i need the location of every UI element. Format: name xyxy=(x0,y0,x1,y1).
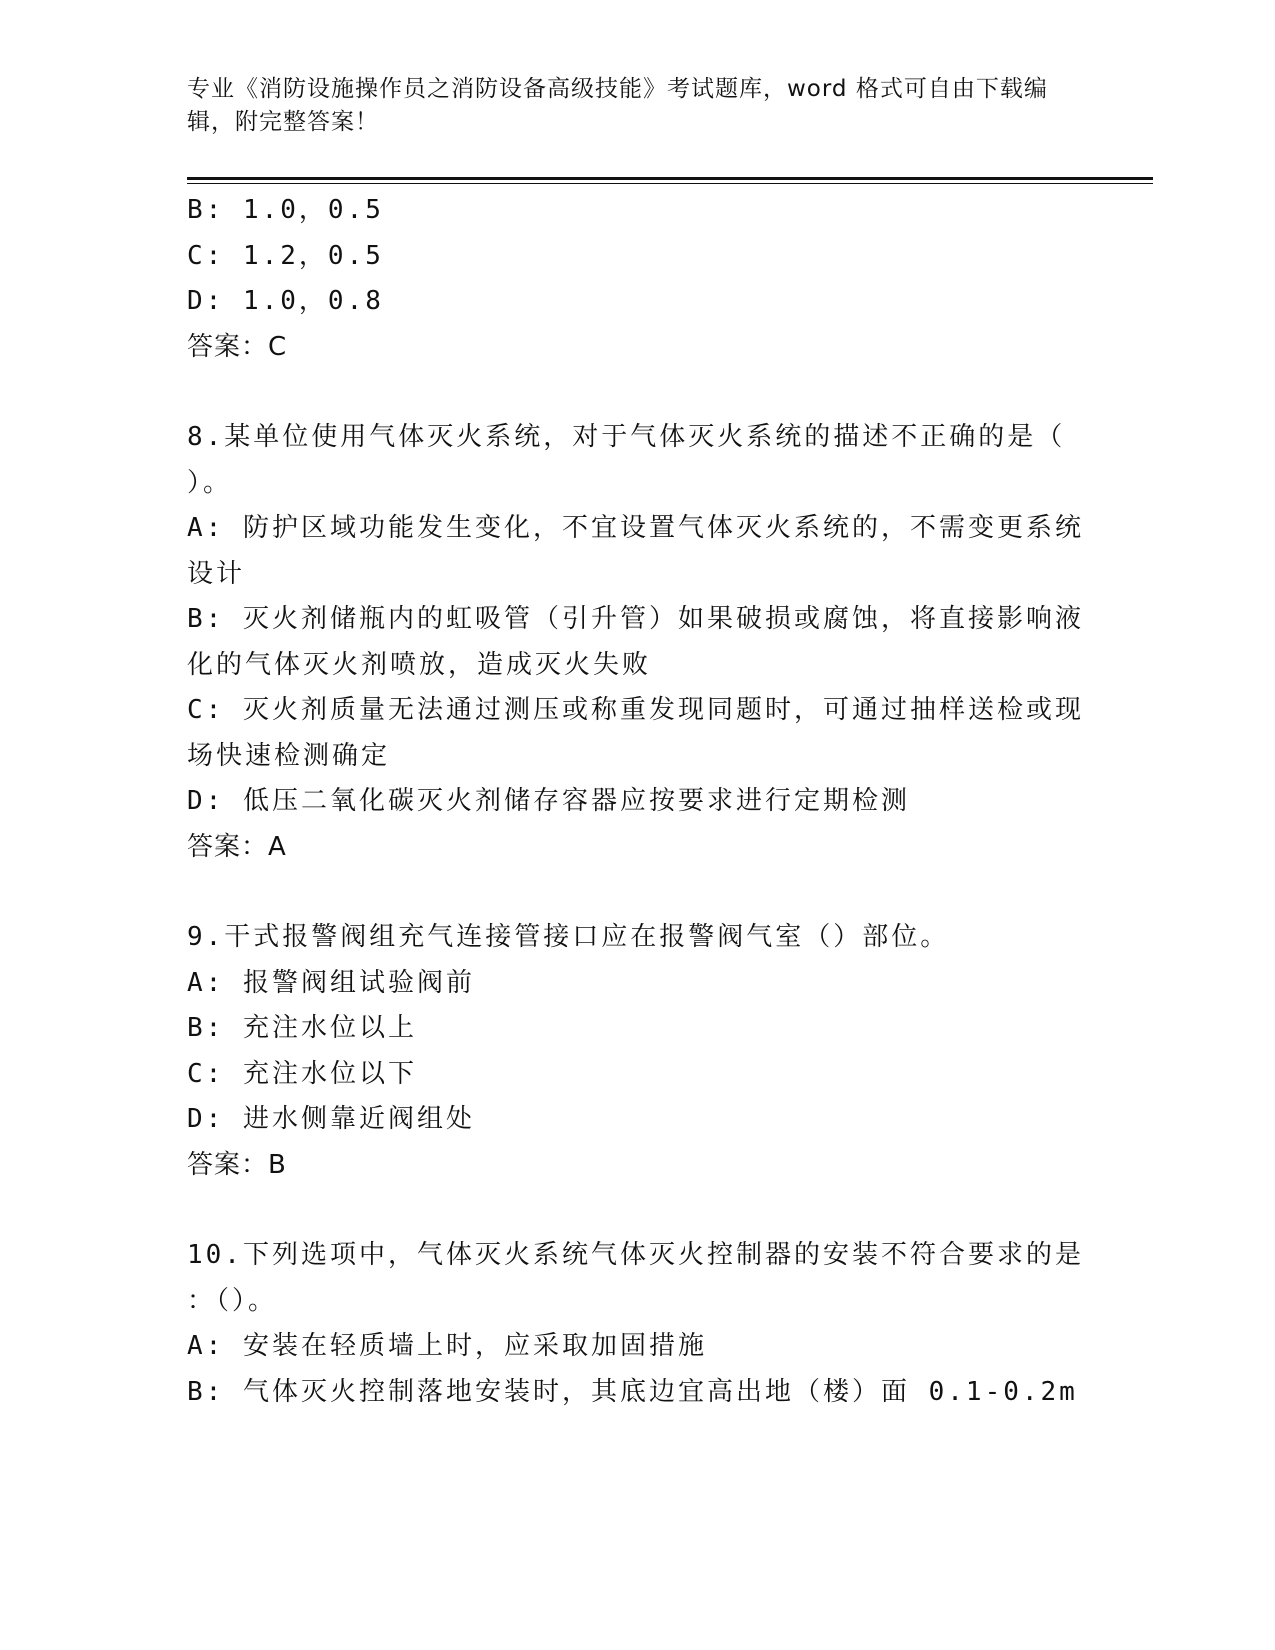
q8-option-d: D: 低压二氧化碳灭火剂储存容器应按要求进行定期检测 xyxy=(187,786,910,816)
q8-option-a-line-2: 设计 xyxy=(187,558,246,589)
document-header xyxy=(187,73,1067,139)
q10-option-b: B: 气体灭火控制落地安装时，其底边宜高出地（楼）面 0.1-0.2m xyxy=(187,1376,1078,1407)
header-divider-thick xyxy=(187,177,1153,180)
question-9 xyxy=(187,915,1087,1188)
q10-stem-line-2: ：（）。 xyxy=(187,1285,278,1316)
question-7-tail xyxy=(187,188,1087,370)
header-divider-thin xyxy=(187,183,1153,184)
q10-option-a: A: 安装在轻质墙上时，应采取加固措施 xyxy=(187,1331,707,1361)
q8-answer: 答案：A xyxy=(187,831,287,862)
header-line-2: 辑，附完整答案！ xyxy=(187,109,379,135)
q7-option-b: B: 1.0，0.5 xyxy=(187,195,384,225)
q9-answer: 答案：B xyxy=(187,1149,287,1180)
question-10 xyxy=(187,1233,1087,1415)
q9-option-b: B: 充注水位以上 xyxy=(187,1013,417,1043)
q10-stem-line-1: 10.下列选项中，气体灭火系统气体灭火控制器的安装不符合要求的是 xyxy=(187,1240,1084,1270)
q7-option-c: C: 1.2，0.5 xyxy=(187,240,384,271)
q8-stem-line-2: ）。 xyxy=(187,467,233,498)
header-line-1: 专业《消防设施操作员之消防设备高级技能》考试题库，word 格式可自由下载编 xyxy=(187,76,1048,102)
q9-option-d: D: 进水侧靠近阀组处 xyxy=(187,1104,475,1134)
q8-option-b-line-1: B: 灭火剂储瓶内的虹吸管（引升管）如果破损或腐蚀，将直接影响液 xyxy=(187,604,1084,634)
q9-stem: 9.干式报警阀组充气连接管接口应在报警阀气室（）部位。 xyxy=(187,922,950,952)
q7-option-d: D: 1.0，0.8 xyxy=(187,286,384,316)
q8-option-c-line-1: C: 灭火剂质量无法通过测压或称重发现同题时，可通过抽样送检或现 xyxy=(187,695,1084,725)
q8-option-b-line-2: 化的气体灭火剂喷放，造成灭火失败 xyxy=(187,649,652,680)
q8-stem-line-1: 8.某单位使用气体灭火系统，对于气体灭火系统的描述不正确的是（ xyxy=(187,422,1066,452)
question-content xyxy=(187,188,1087,1415)
question-8 xyxy=(187,415,1087,870)
q8-option-c-line-2: 场快速检测确定 xyxy=(187,740,391,771)
q7-answer: 答案：C xyxy=(187,331,288,362)
q9-option-c: C: 充注水位以下 xyxy=(187,1058,417,1089)
q8-option-a-line-1: A: 防护区域功能发生变化，不宜设置气体灭火系统的，不需变更系统 xyxy=(187,513,1084,543)
q9-option-a: A: 报警阀组试验阀前 xyxy=(187,967,475,998)
